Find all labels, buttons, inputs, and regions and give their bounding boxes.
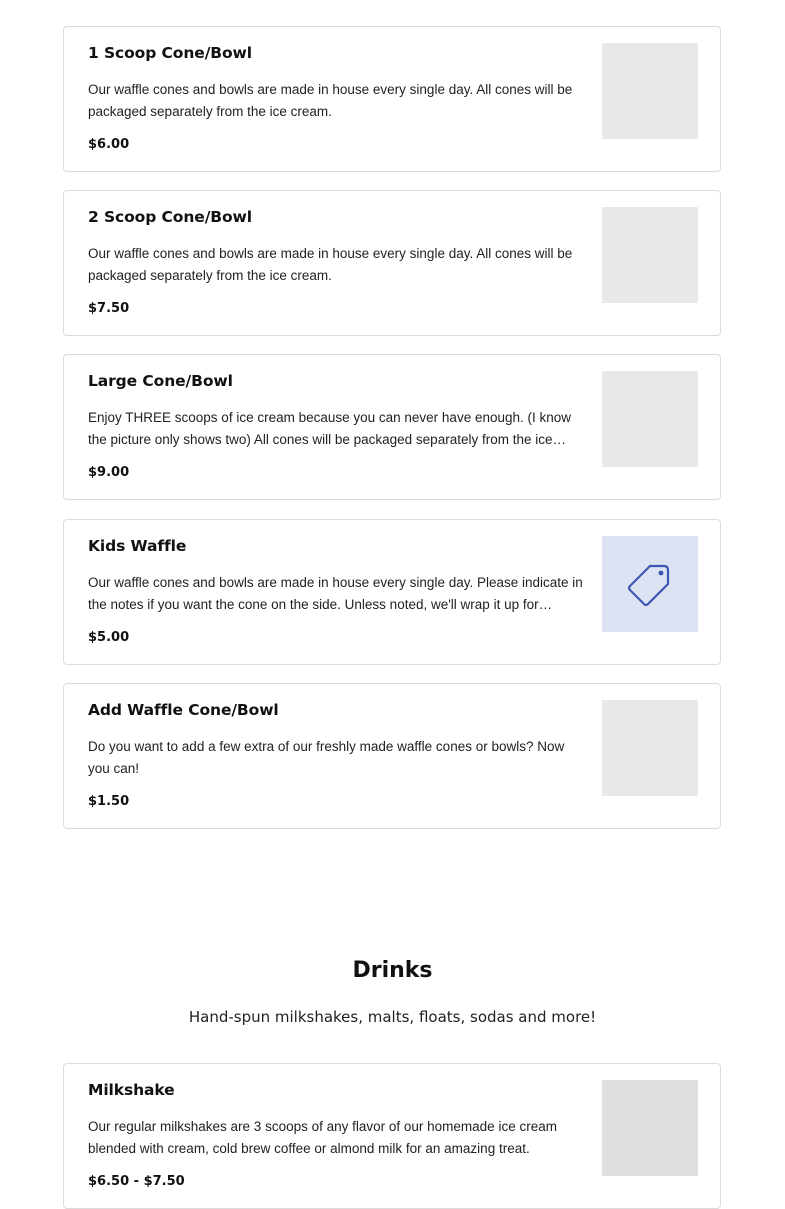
menu-item-price: $7.50: [88, 301, 130, 316]
menu-item-image-placeholder: [602, 43, 698, 139]
menu-item-title: Add Waffle Cone/Bowl: [88, 701, 279, 719]
menu-item-image-placeholder: [602, 1080, 698, 1176]
menu-item-image-placeholder: [602, 536, 698, 632]
menu-item-card[interactable]: [63, 519, 721, 665]
menu-item-title: 2 Scoop Cone/Bowl: [88, 208, 252, 226]
menu-item-price: $9.00: [88, 465, 130, 480]
menu-item-card[interactable]: [63, 683, 721, 829]
menu-item-description: Our waffle cones and bowls are made in house every single day. All cones will be packaged separately from the ice cream.: [88, 246, 573, 283]
section-title: Drinks: [352, 958, 433, 983]
menu-item-price: $1.50: [88, 794, 130, 809]
menu-item-price: $6.50 - $7.50: [88, 1174, 185, 1189]
menu-item-description: Our regular milkshakes are 3 scoops of any flavor of our homemade ice cream blended with cream, cold brew coffee or almond milk for an amazing treat.: [88, 1119, 557, 1156]
menu-item-image-placeholder: [602, 700, 698, 796]
menu-item-title: Kids Waffle: [88, 537, 187, 555]
menu-item-card[interactable]: [63, 354, 721, 500]
section-subtitle: Hand-spun milkshakes, malts, floats, sodas and more!: [188, 1008, 597, 1026]
menu-item-title: Large Cone/Bowl: [88, 372, 233, 390]
menu-item-image-placeholder: [602, 371, 698, 467]
price-tag-icon: [628, 562, 672, 606]
menu-item-description: Do you want to add a few extra of our freshly made waffle cones or bowls? Now you can!: [88, 739, 565, 776]
menu-item-title: 1 Scoop Cone/Bowl: [88, 44, 252, 62]
menu-item-card[interactable]: [63, 190, 721, 336]
menu-item-description: Our waffle cones and bowls are made in house every single day. Please indicate in the notes if you want the cone on the side. Unless noted, we'll wrap it up for…: [88, 575, 583, 612]
menu-item-description: Our waffle cones and bowls are made in house every single day. All cones will be packaged separately from the ice cream.: [88, 82, 573, 119]
menu-item-title: Milkshake: [88, 1081, 175, 1099]
menu-item-price: $5.00: [88, 630, 130, 645]
menu-item-price: $6.00: [88, 137, 130, 152]
menu-item-description: Enjoy THREE scoops of ice cream because you can never have enough. (I know the picture only shows two) All cones will be packaged separately from the ice…: [88, 410, 572, 447]
menu-item-card[interactable]: [63, 26, 721, 172]
menu-item-card[interactable]: [63, 1063, 721, 1209]
menu-item-image-placeholder: [602, 207, 698, 303]
